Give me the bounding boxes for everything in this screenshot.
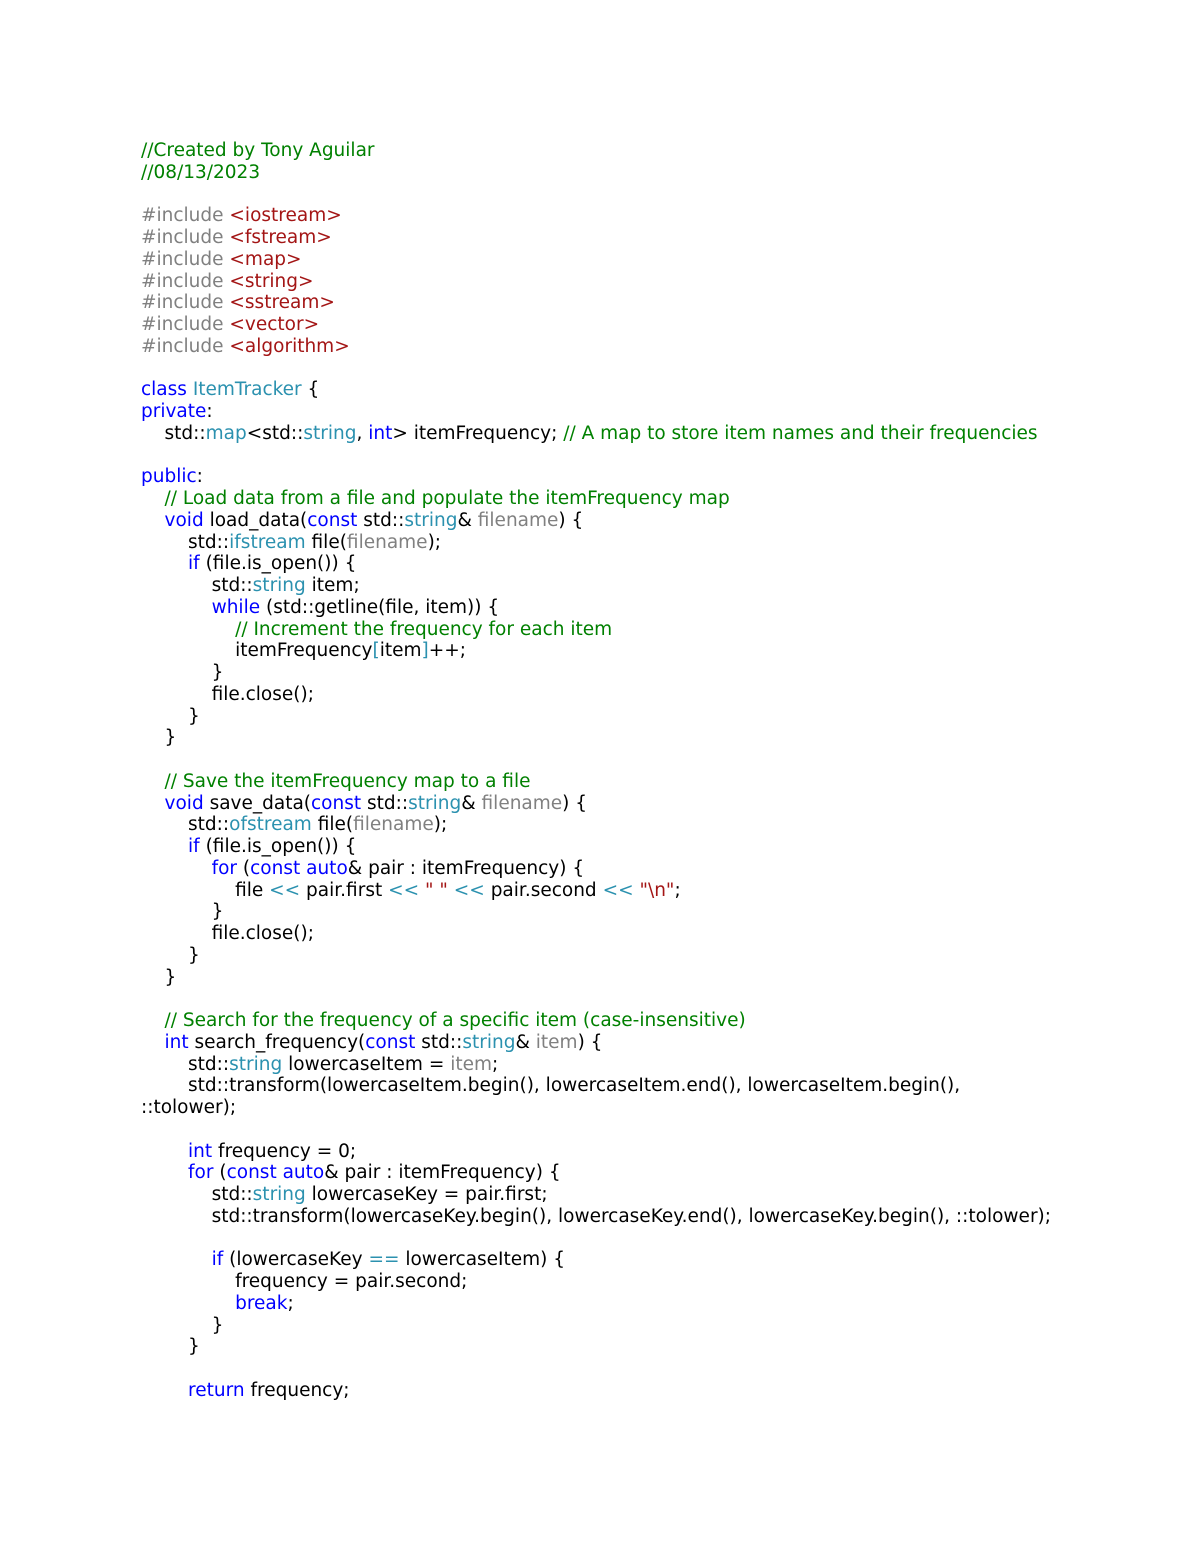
code-token [141, 510, 165, 531]
type-token: ifstream [229, 531, 306, 553]
type-token: [ [372, 640, 380, 662]
code-line [141, 1032, 1141, 1054]
code-token: & pair : itemFrequency) { [347, 857, 585, 879]
keyword-token: int [368, 422, 393, 444]
code-token [141, 553, 188, 574]
preprocessor-token: filename [353, 814, 434, 836]
keyword-token: const [250, 857, 301, 879]
code-line [141, 967, 1141, 989]
code-token: std:: [361, 792, 409, 814]
comment-token: // Search for the frequency of a specific item (case-insensitive) [164, 1010, 746, 1031]
code-document [141, 140, 1141, 1402]
preprocessor-token: #include [141, 248, 230, 270]
string-token: "\n" [639, 879, 675, 901]
keyword-token: auto [306, 857, 348, 879]
code-token [141, 1010, 165, 1031]
code-line [141, 1293, 1141, 1315]
code-token: std:: [141, 575, 253, 596]
code-line [141, 1358, 1141, 1380]
code-token: std::transform(lowercaseItem.begin(), lowercaseItem.end(), lowercaseItem.begin(), [141, 1075, 961, 1097]
type-token: string [404, 509, 458, 531]
code-token: frequency; [244, 1379, 350, 1401]
code-token: } [141, 901, 224, 923]
code-line [141, 1075, 1141, 1097]
keyword-token: int [164, 1031, 189, 1053]
type-token: map [205, 422, 247, 444]
preprocessor-token: #include [141, 270, 230, 292]
code-token [141, 793, 165, 814]
code-token [141, 771, 165, 792]
code-line [141, 1336, 1141, 1358]
comment-token: // A map to store item names and their frequencies [563, 422, 1038, 444]
code-token: ) { [562, 792, 588, 814]
code-token: search_frequency( [188, 1031, 366, 1053]
type-token: ItemTracker [192, 379, 302, 401]
preprocessor-token: #include [141, 335, 230, 357]
code-token: frequency = pair.second; [141, 1271, 468, 1292]
code-token: ( [213, 1162, 227, 1184]
type-token: << [453, 879, 485, 901]
code-token [141, 1141, 188, 1162]
code-token: ) { [577, 1031, 603, 1053]
code-line [141, 445, 1141, 467]
code-token: ; [287, 1292, 294, 1314]
code-token: (file.is_open()) { [199, 836, 357, 857]
code-line [141, 597, 1141, 619]
code-line [141, 793, 1141, 815]
code-token: std:: [141, 1053, 230, 1075]
keyword-token: const [311, 792, 362, 814]
code-token: pair.second [484, 879, 603, 901]
keyword-token: return [188, 1379, 245, 1401]
code-line [141, 401, 1141, 423]
code-line [141, 532, 1141, 554]
string-token: <sstream> [229, 292, 335, 314]
comment-token: //08/13/2023 [141, 161, 261, 183]
code-token [141, 1032, 165, 1053]
code-token: & [457, 509, 478, 531]
code-line [141, 1097, 1141, 1119]
code-line [141, 1010, 1141, 1032]
code-line [141, 1141, 1141, 1163]
code-line [141, 771, 1141, 793]
code-line [141, 923, 1141, 945]
code-token: file.close(); [141, 923, 314, 944]
code-token: item [379, 640, 422, 662]
code-line [141, 640, 1141, 662]
code-line [141, 901, 1141, 923]
keyword-token: public [141, 466, 197, 488]
code-token: ); [427, 531, 442, 553]
code-line [141, 162, 1141, 184]
code-line [141, 1249, 1141, 1271]
code-token: save_data( [203, 792, 312, 814]
type-token: << [388, 879, 420, 901]
code-token: std:: [141, 814, 230, 836]
code-token: std::transform(lowercaseKey.begin(), lowercaseKey.end(), lowercaseKey.begin(), ::tolower); [141, 1205, 1051, 1227]
code-token: lowercaseItem = [282, 1053, 451, 1075]
type-token: string [408, 792, 462, 814]
code-token: lowercaseItem) { [399, 1249, 566, 1271]
code-line [141, 1162, 1141, 1184]
code-line [141, 988, 1141, 1010]
string-token: <map> [229, 248, 302, 270]
code-line [141, 336, 1141, 358]
code-token: load_data( [203, 509, 308, 531]
keyword-token: if [188, 553, 200, 575]
type-token: string [303, 422, 357, 444]
code-token [141, 1380, 188, 1401]
comment-token: // Save the itemFrequency map to a file [164, 770, 531, 792]
code-line [141, 662, 1141, 684]
code-line [141, 749, 1141, 771]
code-line [141, 858, 1141, 880]
code-token: <std:: [246, 422, 304, 444]
code-token: std:: [415, 1031, 463, 1053]
type-token: ] [421, 640, 429, 662]
code-token: ( [237, 857, 251, 879]
code-token: (lowercaseKey [223, 1249, 369, 1271]
code-token [141, 1249, 212, 1270]
type-token: == [368, 1249, 400, 1271]
code-token: > itemFrequency; [392, 422, 564, 444]
code-line [141, 553, 1141, 575]
code-line [141, 140, 1141, 162]
code-token: std:: [141, 531, 230, 553]
string-token: <iostream> [229, 205, 342, 227]
code-token: ; [674, 879, 681, 901]
preprocessor-token: item [535, 1031, 578, 1053]
keyword-token: while [211, 596, 261, 618]
code-token: & [515, 1031, 536, 1053]
code-token: itemFrequency [141, 640, 373, 662]
code-line [141, 510, 1141, 532]
code-line [141, 1054, 1141, 1076]
keyword-token: if [211, 1249, 224, 1271]
code-line [141, 1380, 1141, 1402]
code-token: lowercaseKey = pair.first; [305, 1184, 548, 1205]
code-line [141, 814, 1141, 836]
code-token: & pair : itemFrequency) { [324, 1162, 561, 1184]
type-token: << [602, 879, 634, 901]
type-token: << [269, 879, 301, 901]
string-token: <algorithm> [229, 335, 350, 357]
code-token: frequency = 0; [212, 1140, 357, 1162]
code-line [141, 205, 1141, 227]
code-token: , [356, 422, 369, 444]
type-token: ofstream [229, 814, 312, 836]
code-token: } [141, 966, 177, 988]
code-line [141, 1119, 1141, 1141]
preprocessor-token: item [450, 1053, 493, 1075]
code-token: std:: [357, 509, 405, 531]
code-line [141, 379, 1141, 401]
keyword-token: private [141, 401, 207, 422]
code-token: ); [433, 814, 448, 836]
code-token [141, 619, 235, 640]
code-token [141, 1162, 188, 1183]
keyword-token: const [226, 1162, 277, 1184]
code-token: pair.first [300, 879, 389, 901]
keyword-token: const [365, 1031, 416, 1053]
code-line [141, 575, 1141, 597]
string-token: <vector> [229, 314, 320, 335]
code-line [141, 466, 1141, 488]
preprocessor-token: filename [346, 531, 428, 553]
preprocessor-token: #include [141, 205, 230, 227]
code-token: std:: [141, 422, 206, 444]
code-token: std:: [141, 1184, 253, 1205]
string-token: " " [425, 879, 448, 901]
code-token: { [301, 379, 320, 401]
comment-token: //Created by Tony Aguilar [141, 140, 375, 161]
code-line [141, 684, 1141, 706]
preprocessor-token: filename [477, 509, 559, 531]
type-token: string [252, 1184, 306, 1205]
code-token [141, 488, 165, 509]
code-line [141, 423, 1141, 445]
code-line [141, 727, 1141, 749]
keyword-token: auto [282, 1162, 325, 1184]
string-token: <string> [229, 270, 314, 292]
code-token [141, 836, 188, 857]
type-token: string [462, 1031, 516, 1053]
code-line [141, 358, 1141, 380]
keyword-token: const [307, 509, 358, 531]
keyword-token: if [188, 836, 200, 857]
code-token: (file.is_open()) { [199, 553, 357, 575]
code-token: ) { [558, 509, 584, 531]
code-token: file( [305, 531, 347, 553]
code-line [141, 227, 1141, 249]
comment-token: // Increment the frequency for each item [235, 618, 613, 640]
code-token: } [141, 662, 224, 683]
keyword-token: void [164, 509, 204, 531]
code-line [141, 249, 1141, 271]
code-token: : [196, 466, 203, 488]
code-line [141, 1228, 1141, 1250]
code-token: ++; [428, 640, 466, 662]
code-token: } [141, 727, 177, 749]
keyword-token: class [141, 379, 193, 401]
code-line [141, 1206, 1141, 1228]
code-line [141, 706, 1141, 728]
code-line [141, 271, 1141, 293]
string-token: <fstream> [229, 227, 332, 248]
code-token: file [141, 879, 270, 901]
code-line [141, 1315, 1141, 1337]
code-token [141, 1293, 235, 1314]
code-token: file.close(); [141, 683, 314, 705]
code-token: (std::getline(file, item)) { [260, 596, 500, 618]
code-line [141, 619, 1141, 641]
code-token: } [141, 1336, 200, 1358]
keyword-token: for [188, 1162, 214, 1184]
preprocessor-token: filename [481, 792, 563, 814]
code-token: file( [311, 814, 354, 836]
type-token: string [252, 575, 306, 596]
code-line [141, 1271, 1141, 1293]
code-token: } [141, 1314, 224, 1336]
preprocessor-token: #include [141, 314, 230, 335]
code-token: item; [305, 575, 360, 596]
code-line [141, 184, 1141, 206]
keyword-token: for [211, 857, 238, 879]
comment-token: // Load data from a file and populate the itemFrequency map [164, 488, 730, 509]
code-token: ; [492, 1053, 499, 1075]
code-token [141, 597, 212, 618]
keyword-token: int [188, 1140, 213, 1162]
code-line [141, 836, 1141, 858]
code-token: & [461, 792, 482, 814]
code-token [141, 858, 212, 879]
code-token: ::tolower); [141, 1097, 237, 1118]
preprocessor-token: #include [141, 227, 230, 248]
code-token: } [141, 944, 200, 966]
code-token: : [206, 401, 213, 422]
code-line [141, 945, 1141, 967]
type-token: string [229, 1053, 283, 1075]
keyword-token: void [164, 792, 204, 814]
preprocessor-token: #include [141, 292, 230, 314]
code-line [141, 1184, 1141, 1206]
code-line [141, 292, 1141, 314]
code-token: } [141, 705, 200, 727]
keyword-token: break [235, 1292, 288, 1314]
code-line [141, 880, 1141, 902]
code-line [141, 314, 1141, 336]
code-line [141, 488, 1141, 510]
